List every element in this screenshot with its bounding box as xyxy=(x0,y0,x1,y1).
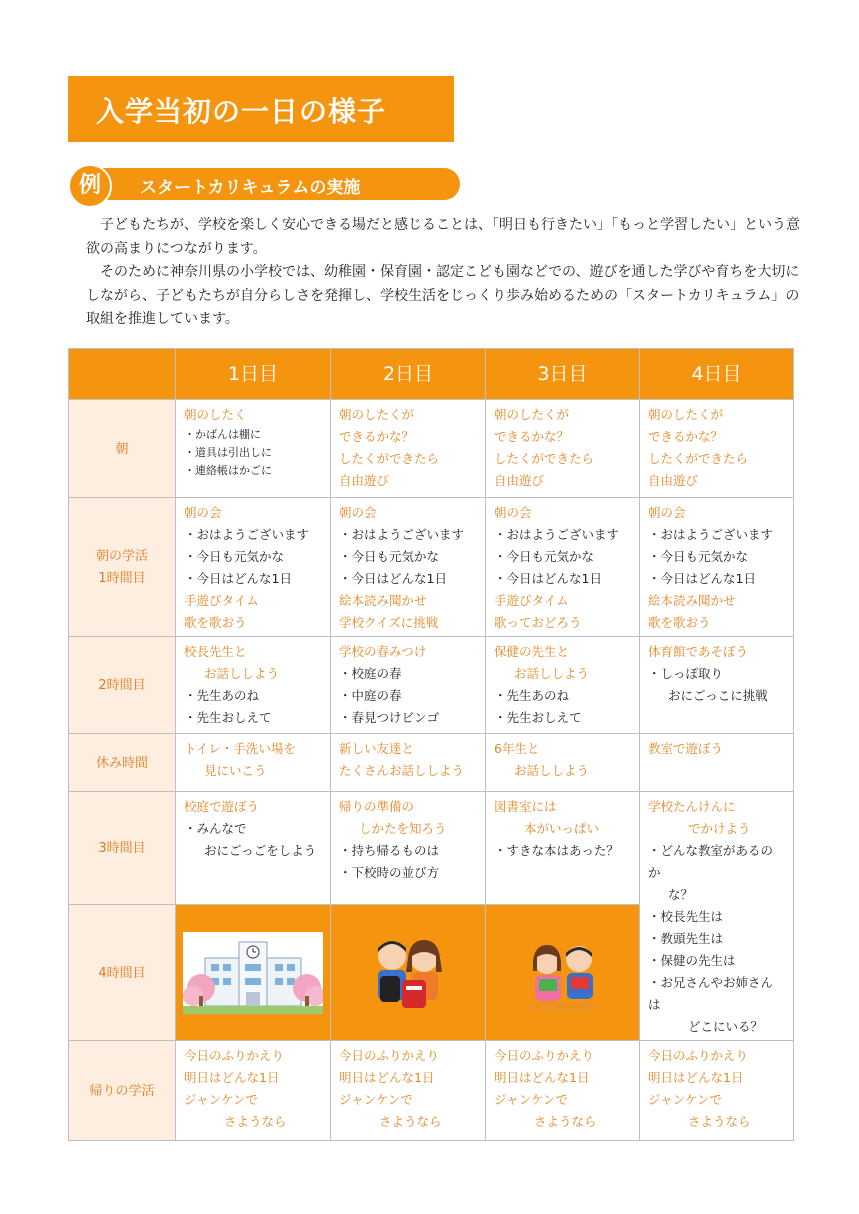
activity-title: さようなら xyxy=(224,1114,287,1129)
schedule-cell xyxy=(331,498,486,637)
activity-title: さようなら xyxy=(534,1114,597,1129)
activity-title: できるかな？ xyxy=(648,429,724,444)
activity-item: ・持ち帰るものは xyxy=(339,843,440,858)
activity-title: 今日のふりかえり xyxy=(648,1048,749,1063)
activity-title: 教室で遊ぼう xyxy=(648,741,724,756)
intro-paragraph: 子どもたちが、学校を楽しく安心できる場だと感じることは、「明日も行きたい」「もっと学習したい」という意欲の高まりにつながります。 xyxy=(86,217,800,257)
activity-item: ・おはようございます xyxy=(184,527,310,542)
activity-item: ・先生あのね xyxy=(184,688,260,703)
activity-title: したくができたら xyxy=(648,451,749,466)
activity-title: できるかな？ xyxy=(339,429,415,444)
activity-title: 手遊びタイム xyxy=(184,593,259,608)
section-heading xyxy=(68,165,460,203)
activity-title: できるかな？ xyxy=(494,429,570,444)
table-row xyxy=(69,734,794,792)
activity-title: したくができたら xyxy=(339,451,440,466)
activity-title: 自由遊び xyxy=(648,473,699,488)
activity-title: 朝のしたく xyxy=(184,407,247,422)
activity-title: 校長先生と xyxy=(184,644,247,659)
illustration-cell xyxy=(331,905,486,1041)
activity-item: ・今日も元気かな xyxy=(184,549,285,564)
activity-title: 校庭で遊ぼう xyxy=(184,799,260,814)
schedule-table xyxy=(68,348,794,1141)
activity-title: 図書室には xyxy=(494,799,557,814)
schedule-cell xyxy=(640,1041,794,1141)
activity-item: ・おはようございます xyxy=(339,527,465,542)
activity-item: ・今日はどんな1日 xyxy=(494,571,602,586)
section-heading-label: スタートカリキュラムの実施 xyxy=(140,178,361,198)
day-header: 1日目 xyxy=(176,349,331,400)
activity-title: お話ししよう xyxy=(514,666,590,681)
activity-item: ・お兄さんやお姉さんは xyxy=(648,975,774,1012)
row-label: 4時間目 xyxy=(69,905,176,1041)
schedule-cell xyxy=(176,792,331,905)
activity-title: 今日のふりかえり xyxy=(184,1048,285,1063)
activity-item: ・中庭の春 xyxy=(339,688,402,703)
activity-title: 自由遊び xyxy=(339,473,390,488)
schedule-cell xyxy=(486,637,640,734)
illustration-cell xyxy=(486,905,640,1041)
schedule-cell xyxy=(176,400,331,498)
schedule-cell xyxy=(176,1041,331,1141)
activity-item: ・しっぽ取り xyxy=(648,666,724,681)
schedule-cell xyxy=(640,400,794,498)
activity-item: ・下校時の並び方 xyxy=(339,865,440,880)
row-label-line: 朝の学活 xyxy=(95,549,148,564)
activity-item: ・今日も元気かな xyxy=(494,549,595,564)
children-with-backpacks-illustration xyxy=(358,928,458,1018)
activity-title: 絵本読み聞かせ xyxy=(648,593,736,608)
activity-title: 今日のふりかえり xyxy=(494,1048,595,1063)
activity-title: 明日はどんな1日 xyxy=(339,1070,435,1085)
schedule-cell xyxy=(640,792,794,1041)
activity-item: ・今日も元気かな xyxy=(648,549,749,564)
activity-title: さようなら xyxy=(379,1114,442,1129)
row-label: 休み時間 xyxy=(69,734,176,792)
schedule-cell xyxy=(331,1041,486,1141)
schedule-cell xyxy=(486,734,640,792)
schedule-cell xyxy=(176,637,331,734)
schedule-cell xyxy=(331,400,486,498)
activity-title: 新しい友達と xyxy=(339,741,415,756)
activity-title: 朝のしたくが xyxy=(339,407,415,422)
activity-title: 歌を歌おう xyxy=(184,615,247,630)
activity-title: 朝の会 xyxy=(648,505,686,520)
activity-item: ・連絡帳はかごに xyxy=(184,464,272,477)
schedule-cell xyxy=(640,734,794,792)
activity-title: 6年生と xyxy=(494,741,540,756)
activity-item: ・先生あのね xyxy=(494,688,570,703)
schedule-cell xyxy=(640,637,794,734)
activity-title: 自由遊び xyxy=(494,473,545,488)
activity-title: 朝のしたくが xyxy=(494,407,570,422)
activity-title: ジャンケンで xyxy=(494,1092,568,1107)
row-label xyxy=(69,498,176,637)
activity-title: お話ししよう xyxy=(514,763,590,778)
activity-item: ・すきな本はあった？ xyxy=(494,843,619,858)
schedule-cell xyxy=(331,734,486,792)
row-label: 2時間目 xyxy=(69,637,176,734)
activity-title: 保健の先生と xyxy=(494,644,570,659)
activity-item: ・おはようございます xyxy=(494,527,620,542)
activity-item: ・保健の先生は xyxy=(648,953,736,968)
activity-title: しかたを知ろう xyxy=(359,821,447,836)
activity-item: ・おはようございます xyxy=(648,527,774,542)
day-header: 4日目 xyxy=(640,349,794,400)
schedule-cell xyxy=(486,1041,640,1141)
activity-title: 帰りの準備の xyxy=(339,799,415,814)
table-row xyxy=(69,400,794,498)
activity-title: 朝の会 xyxy=(494,505,532,520)
activity-title: 今日のふりかえり xyxy=(339,1048,440,1063)
schedule-cell xyxy=(486,792,640,905)
activity-item: おにごっこに挑戦 xyxy=(668,688,768,703)
activity-title: たくさんお話ししよう xyxy=(339,763,465,778)
activity-title: 学校たんけんに xyxy=(648,799,736,814)
activity-title: 明日はどんな1日 xyxy=(648,1070,744,1085)
activity-item: ・教頭先生は xyxy=(648,931,724,946)
header-row xyxy=(69,349,794,400)
schedule-cell xyxy=(331,792,486,905)
activity-title: 本がいっぱい xyxy=(524,821,600,836)
table-row xyxy=(69,637,794,734)
activity-title: ジャンケンで xyxy=(339,1092,413,1107)
activity-title: ジャンケンで xyxy=(648,1092,722,1107)
activity-title: さようなら xyxy=(688,1114,751,1129)
activity-title: 朝の会 xyxy=(339,505,377,520)
activity-item: ・どんな教室があるのか xyxy=(648,843,774,880)
row-label: 朝 xyxy=(69,400,176,498)
activity-item: ・先生おしえて xyxy=(184,710,272,725)
schedule-cell xyxy=(486,498,640,637)
activity-title: でかけよう xyxy=(688,821,751,836)
children-reading-illustration xyxy=(513,931,613,1015)
schedule-cell xyxy=(486,400,640,498)
activity-title: 学校クイズに挑戦 xyxy=(339,615,439,630)
schedule-cell xyxy=(176,498,331,637)
row-label: 3時間目 xyxy=(69,792,176,905)
activity-title: 歌っておどろう xyxy=(494,615,582,630)
activity-title: 体育館であそぼう xyxy=(648,644,749,659)
illustration-cell xyxy=(176,905,331,1041)
day-header: 2日目 xyxy=(331,349,486,400)
school-building-illustration xyxy=(183,932,323,1014)
title-banner xyxy=(68,76,454,142)
schedule-cell xyxy=(640,498,794,637)
page-title: 入学当初の一日の様子 xyxy=(96,95,387,128)
activity-title: トイレ・手洗い場を xyxy=(184,741,296,756)
activity-item: な？ xyxy=(668,887,694,902)
activity-title: 学校の春みつけ xyxy=(339,644,427,659)
day-header: 3日目 xyxy=(486,349,640,400)
table-row xyxy=(69,792,794,905)
row-label: 帰りの学活 xyxy=(69,1041,176,1141)
schedule-cell xyxy=(331,637,486,734)
activity-title: ジャンケンで xyxy=(184,1092,258,1107)
activity-item: ・今日はどんな1日 xyxy=(648,571,756,586)
activity-title: 朝のしたくが xyxy=(648,407,724,422)
activity-title: 手遊びタイム xyxy=(494,593,569,608)
activity-item: ・春見つけビンゴ xyxy=(339,710,440,725)
table-row xyxy=(69,498,794,637)
table-row xyxy=(69,1041,794,1141)
activity-item: ・今日はどんな1日 xyxy=(184,571,292,586)
activity-title: 明日はどんな1日 xyxy=(494,1070,590,1085)
intro-text xyxy=(86,214,806,332)
activity-title: 歌を歌おう xyxy=(648,615,711,630)
activity-title: 絵本読み聞かせ xyxy=(339,593,427,608)
activity-title: 見にいこう xyxy=(204,763,267,778)
activity-item: ・校長先生は xyxy=(648,909,724,924)
activity-item: ・先生おしえて xyxy=(494,710,582,725)
activity-item: どこにいる？ xyxy=(688,1019,764,1034)
activity-item: ・校庭の春 xyxy=(339,666,402,681)
activity-item: ・道具は引出しに xyxy=(184,446,272,459)
activity-title: 朝の会 xyxy=(184,505,222,520)
example-badge: 例 xyxy=(68,164,112,208)
activity-title: 明日はどんな1日 xyxy=(184,1070,280,1085)
activity-title: したくができたら xyxy=(494,451,595,466)
activity-item: ・みんなで xyxy=(184,821,247,836)
activity-item: ・今日も元気かな xyxy=(339,549,440,564)
intro-paragraph: そのために神奈川県の小学校では、幼稚園・保育園・認定こども園などでの、遊びを通した学びや育ちを大切にしながら、子どもたちが自分らしさを発揮し、学校生活をじっくり歩み始めるための「スタートカリキュラム」の取組を推進しています。 xyxy=(86,264,800,327)
activity-item: ・かばんは棚に xyxy=(184,428,261,441)
activity-title: お話ししよう xyxy=(204,666,280,681)
activity-item: おにごっごをしよう xyxy=(204,843,317,858)
schedule-cell xyxy=(176,734,331,792)
corner-cell xyxy=(69,349,176,400)
activity-item: ・今日はどんな1日 xyxy=(339,571,447,586)
row-label-line: 1時間目 xyxy=(98,571,146,586)
